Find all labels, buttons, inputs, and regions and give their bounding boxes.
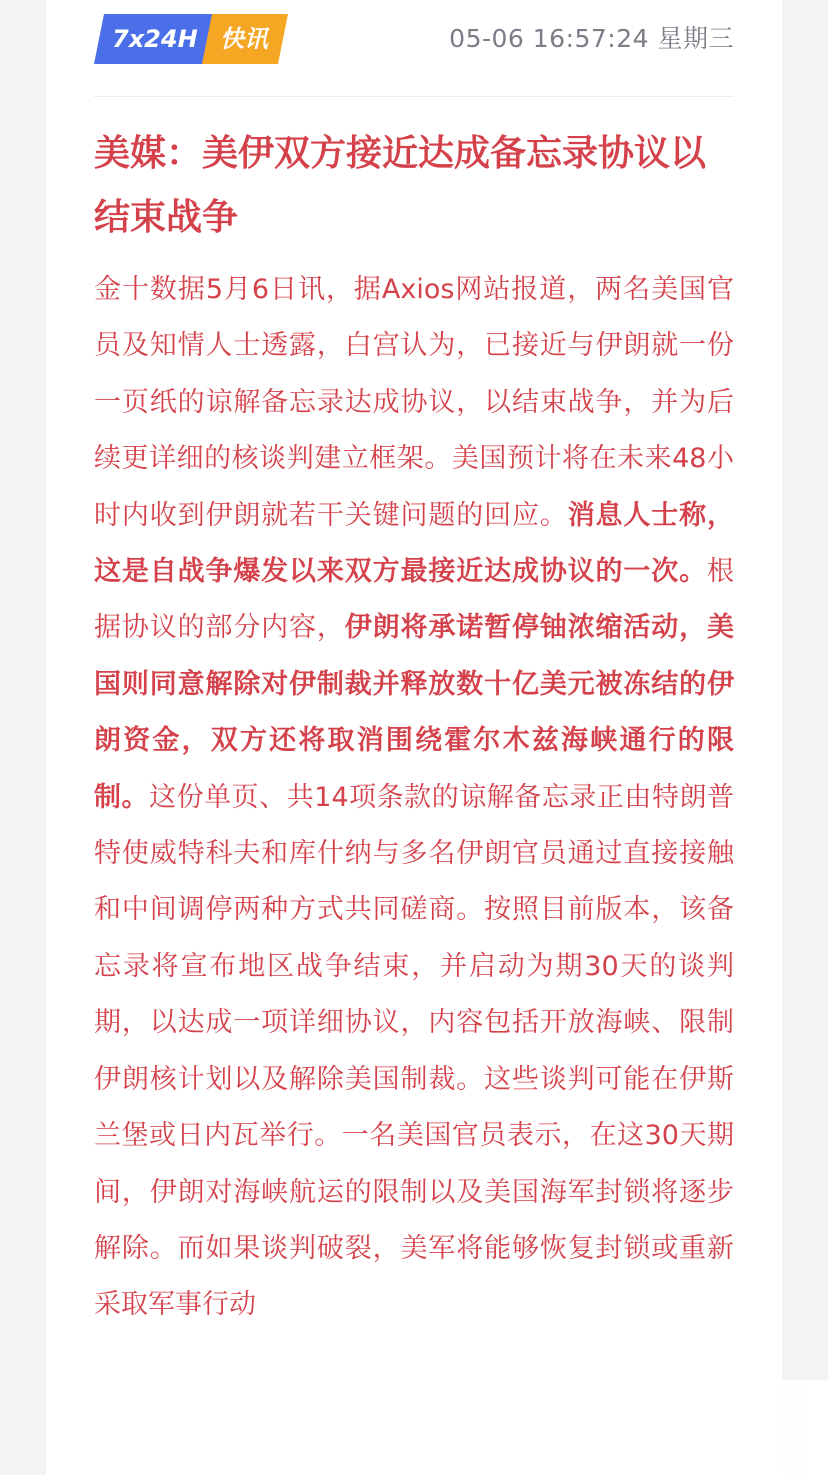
flash-news-badge xyxy=(94,14,288,64)
watermark-fade xyxy=(560,1380,828,1475)
body-segment: 这份单页、共14项条款的谅解备忘录正由特朗普特使威特科夫和库什纳与多名伊朗官员通过直接接触和中间调停两种方式共同磋商。按照目前版本，该备忘录将宣布地区战争结束，并启动为期30天的谈判期，以达成一项详细协议，内容包括开放海峡、限制伊朗核计划以及解除美国制裁。这些谈判可能在伊斯兰堡或日内瓦举行。一名美国官员表示，在这30天期间，伊朗对海峡航运的限制以及美国海军封锁将逐步解除。而如果谈判破裂，美军将能够恢复封锁或重新采取军事行动 xyxy=(94,781,735,1321)
badge-label-flash: 快讯 xyxy=(220,25,268,53)
publish-datetime: 05-06 16:57:24 星期三 xyxy=(449,24,734,53)
body-segment-bold: 伊朗将承诺暂停铀浓缩活动，美国则同意解除对伊制裁并释放数十亿美元被冻结的伊朗资金，双方还将取消围绕霍尔木兹海峡通行的限制。 xyxy=(94,612,735,813)
body-segment-bold: 消息人士称，这是自战争爆发以来双方最接近达成协议的一次。 xyxy=(94,499,735,588)
news-card xyxy=(46,0,782,1475)
body-segment: 根据协议的部分内容， xyxy=(94,556,734,644)
badge-label-7x24h: 7x24H xyxy=(112,25,198,53)
news-header xyxy=(94,14,734,64)
header-divider xyxy=(94,96,734,97)
body-segment: 金十数据5月6日讯，据Axios网站报道，两名美国官员及知情人士透露，白宫认为，已接近与伊朗就一份一页纸的谅解备忘录达成协议，以结束战争，并为后续更详细的核谈判建立框架。美国预计将在未来48小时内收到伊朗就若干关键问题的回应。 xyxy=(94,274,734,531)
article-title: 美媒：美伊双方接近达成备忘录协议以结束战争 xyxy=(94,132,707,238)
article-body xyxy=(94,262,734,1334)
